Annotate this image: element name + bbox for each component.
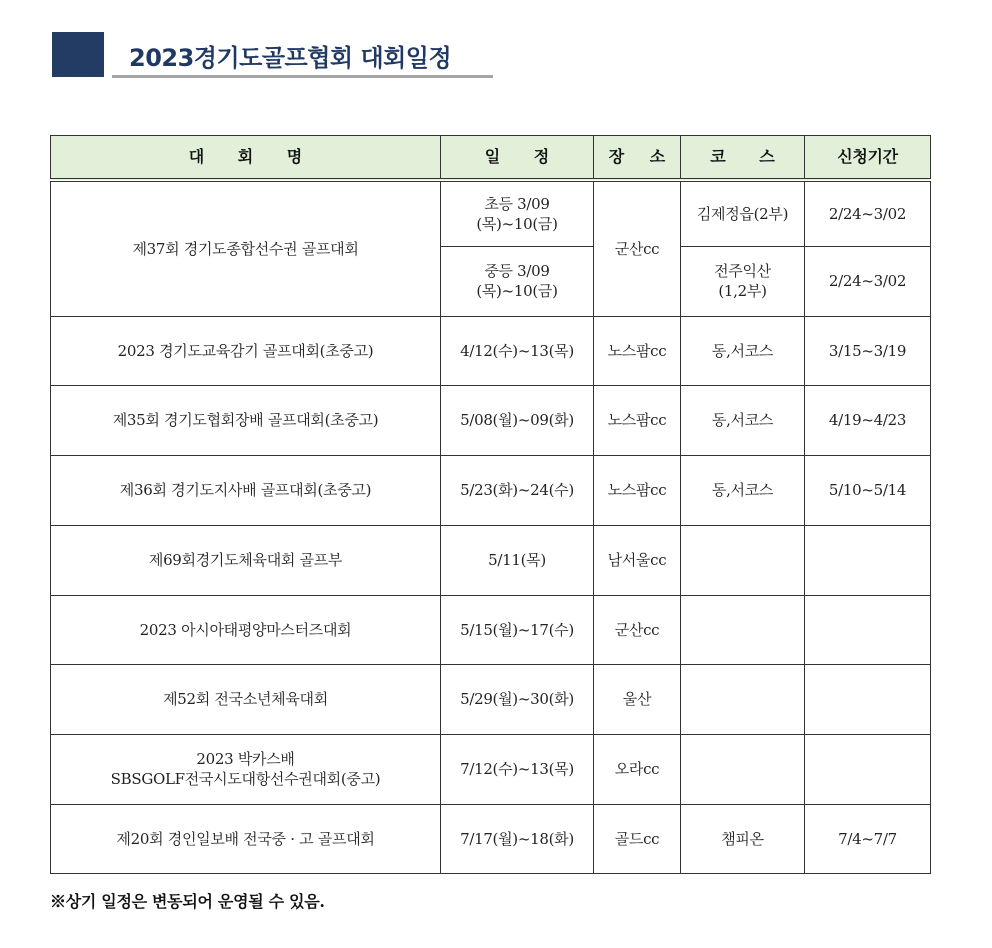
cell-name — [51, 316, 441, 385]
apply-period: 3/15~3/19 — [828, 341, 907, 360]
header-venue-label: 장 소 — [608, 147, 676, 166]
venue: 노스팜cc — [607, 481, 667, 499]
footnote: ※상기 일정은 변동되어 운영될 수 있음. — [50, 892, 325, 911]
cell-venue — [594, 595, 681, 664]
schedule: 7/12(수)~13(목) — [460, 760, 574, 778]
event-name-line-2: SBSGOLF전국시도대항선수권대회(중고) — [110, 770, 381, 788]
cell-schedule — [441, 804, 594, 873]
cell-course — [681, 734, 805, 804]
cell-schedule — [441, 246, 594, 316]
cell-course — [681, 664, 805, 734]
cell-apply — [805, 804, 931, 873]
table-row — [51, 804, 931, 873]
schedule-line-1: 초등 3/09 — [484, 194, 550, 213]
cell-schedule — [441, 455, 594, 525]
cell-course — [681, 316, 805, 385]
table-header-row — [51, 136, 931, 181]
cell-schedule — [441, 316, 594, 385]
cell-name — [51, 385, 441, 455]
page-header — [52, 32, 494, 78]
header-course-label: 코 스 — [710, 147, 789, 166]
cell-name — [51, 664, 441, 734]
venue: 노스팜cc — [607, 341, 667, 360]
event-name: 제20회 경인일보배 전국중 · 고 골프대회 — [116, 829, 375, 848]
title-accent-block — [52, 32, 104, 77]
header-schedule-label: 일 정 — [484, 147, 564, 166]
event-name: 제35회 경기도협회장배 골프대회(초중고) — [112, 411, 379, 429]
page-title: 2023경기도골프협회 대회일정 — [129, 44, 452, 72]
cell-apply — [805, 525, 931, 595]
cell-venue — [594, 804, 681, 873]
table-row — [51, 385, 931, 455]
schedule: 5/23(화)~24(수) — [460, 481, 574, 499]
cell-course — [681, 180, 805, 246]
cell-venue — [594, 385, 681, 455]
header-name-label: 대 회 명 — [188, 147, 317, 166]
schedule-line-1: 중등 3/09 — [484, 262, 550, 280]
cell-venue — [594, 455, 681, 525]
course-line-1: 전주익산 — [714, 262, 771, 280]
course: 동,서코스 — [711, 411, 774, 429]
cell-venue — [594, 664, 681, 734]
event-name: 제36회 경기도지사배 골프대회(초중고) — [119, 481, 372, 499]
cell-venue — [594, 316, 681, 385]
cell-venue — [594, 180, 681, 316]
schedule: 7/17(월)~18(화) — [460, 829, 574, 848]
cell-name — [51, 804, 441, 873]
table-row — [51, 525, 931, 595]
cell-venue — [594, 734, 681, 804]
apply-period: 4/19~4/23 — [828, 411, 907, 429]
cell-course — [681, 246, 805, 316]
schedule-line-2: (목)~10(금) — [476, 214, 558, 233]
table-row — [51, 664, 931, 734]
cell-apply — [805, 455, 931, 525]
event-name: 제52회 전국소년체육대회 — [163, 690, 328, 708]
header-course — [681, 136, 805, 181]
cell-name — [51, 595, 441, 664]
schedule-line-2: (목)~10(금) — [476, 282, 558, 300]
header-name — [51, 136, 441, 181]
apply-period: 2/24~3/02 — [828, 204, 907, 223]
cell-course — [681, 455, 805, 525]
course: 챔피온 — [721, 829, 764, 848]
cell-apply — [805, 595, 931, 664]
header-apply — [805, 136, 931, 181]
cell-course — [681, 804, 805, 873]
schedule: 5/15(월)~17(수) — [460, 620, 574, 639]
cell-course — [681, 595, 805, 664]
venue: 군산cc — [614, 620, 660, 639]
table-row — [51, 734, 931, 804]
course: 동,서코스 — [711, 341, 774, 360]
table-row — [51, 455, 931, 525]
schedule: 5/11(목) — [488, 551, 546, 569]
event-name: 2023 경기도교육감기 골프대회(초중고) — [117, 341, 374, 360]
cell-schedule — [441, 734, 594, 804]
cell-schedule — [441, 385, 594, 455]
schedule: 5/29(월)~30(화) — [460, 690, 574, 708]
venue: 울산 — [622, 690, 652, 708]
cell-name — [51, 525, 441, 595]
schedule-table — [50, 135, 931, 874]
cell-name — [51, 455, 441, 525]
cell-apply — [805, 385, 931, 455]
apply-period: 5/10~5/14 — [828, 481, 907, 499]
apply-period: 7/4~7/7 — [838, 829, 897, 848]
apply-period: 2/24~3/02 — [828, 272, 907, 290]
cell-apply — [805, 246, 931, 316]
event-name: 2023 박카스배 — [196, 750, 295, 768]
cell-schedule — [441, 595, 594, 664]
venue: 골드cc — [614, 829, 660, 848]
event-name: 2023 아시아태평양마스터즈대회 — [139, 620, 352, 639]
venue: 남서울cc — [607, 551, 667, 569]
schedule: 5/08(월)~09(화) — [460, 411, 574, 429]
header-apply-label: 신청기간 — [837, 147, 898, 166]
cell-name — [51, 734, 441, 804]
course: 김제정읍(2부) — [696, 204, 789, 223]
header-venue — [594, 136, 681, 181]
venue: 군산cc — [614, 239, 660, 258]
table-row — [51, 180, 931, 246]
cell-schedule — [441, 664, 594, 734]
table-row — [51, 316, 931, 385]
venue: 노스팜cc — [607, 411, 667, 429]
schedule: 4/12(수)~13(목) — [460, 341, 574, 360]
cell-apply — [805, 180, 931, 246]
course-line-2: (1,2부) — [718, 282, 767, 300]
cell-venue — [594, 525, 681, 595]
table-row — [51, 595, 931, 664]
event-name: 제69회경기도체육대회 골프부 — [148, 551, 343, 569]
cell-apply — [805, 734, 931, 804]
course: 동,서코스 — [711, 481, 774, 499]
venue: 오라cc — [614, 760, 660, 778]
event-name: 제37회 경기도종합선수권 골프대회 — [132, 239, 359, 258]
cell-schedule — [441, 180, 594, 246]
header-schedule — [441, 136, 594, 181]
cell-apply — [805, 316, 931, 385]
cell-course — [681, 385, 805, 455]
cell-schedule — [441, 525, 594, 595]
title-underline — [112, 75, 493, 78]
cell-course — [681, 525, 805, 595]
cell-name — [51, 180, 441, 316]
cell-apply — [805, 664, 931, 734]
